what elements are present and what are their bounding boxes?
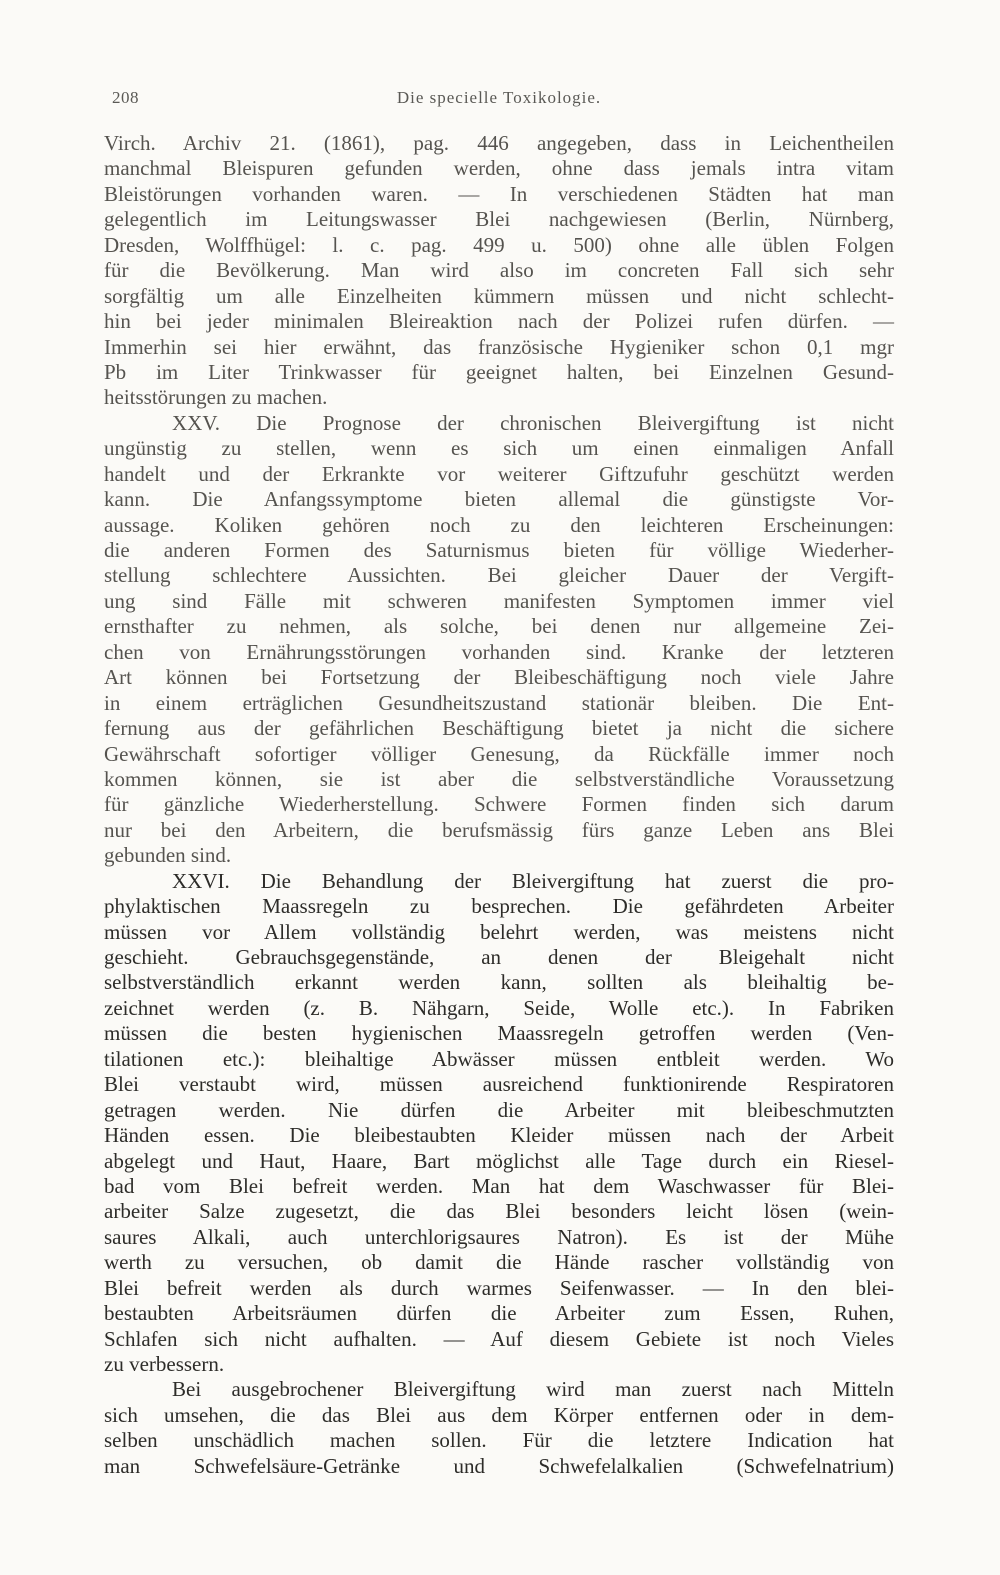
- paragraph-therapy: [104, 1377, 894, 1479]
- text-line: getragen werden. Nie dürfen die Arbeiter mit bleibeschmutzten: [104, 1097, 894, 1122]
- text-line: phylaktischen Maassregeln zu besprechen. Die gefährdeten Arbeiter: [104, 894, 894, 919]
- text-line: Virch. Archiv 21. (1861), pag. 446 angegeben, dass in Leichentheilen: [104, 131, 894, 155]
- text-line: sich umsehen, die das Blei aus dem Körper entfernen oder in dem-: [104, 1402, 894, 1427]
- text-line: aussage. Koliken gehören noch zu den leichteren Erscheinungen:: [104, 512, 894, 537]
- text-line: abgelegt und Haut, Haare, Bart möglichst alle Tage durch ein Riesel-: [104, 1148, 894, 1173]
- text-line: Pb im Liter Trinkwasser für geeignet halten, bei Einzelnen Gesund-: [104, 359, 894, 384]
- text-line: müssen die besten hygienischen Maassregeln getroffen werden (Ven-: [104, 1021, 894, 1046]
- text-line: Blei befreit werden als durch warmes Seifenwasser. — In den blei-: [104, 1275, 894, 1300]
- paragraph-continuation: [104, 131, 894, 411]
- text-line: ung sind Fälle mit schweren manifesten Symptomen immer viel: [104, 588, 894, 613]
- text-line: Art können bei Fortsetzung der Bleibeschäftigung noch viele Jahre: [104, 665, 894, 690]
- text-line: bad vom Blei befreit werden. Man hat dem Waschwasser für Blei-: [104, 1173, 894, 1198]
- paragraph-behandlung: [104, 869, 894, 1378]
- text-line: für die Bevölkerung. Man wird also im concreten Fall sich sehr: [104, 258, 894, 283]
- page-number: 208: [112, 88, 139, 107]
- text-line: chen von Ernährungsstörungen vorhanden sind. Kranke der letzteren: [104, 639, 894, 664]
- body-text: [104, 131, 894, 1479]
- text-line: werth zu versuchen, ob damit die Hände rascher vollständig von: [104, 1250, 894, 1275]
- text-line: geschieht. Gebrauchsgegenstände, an denen der Bleigehalt nicht: [104, 945, 894, 969]
- text-line: Dresden, Wolffhügel: l. c. pag. 499 u. 500) ohne alle üblen Folgen: [104, 232, 894, 257]
- text-line: manchmal Bleispuren gefunden werden, ohne dass jemals intra vitam: [104, 156, 894, 181]
- text-line: Händen essen. Die bleibestaubten Kleider müssen nach der Arbeit: [104, 1123, 894, 1148]
- text-line: ungünstig zu stellen, wenn es sich um einen einmaligen Anfall: [104, 436, 894, 461]
- text-line: tilationen etc.): bleihaltige Abwässer müssen entbleit werden. Wo: [104, 1046, 894, 1071]
- text-line: gelegentlich im Leitungswasser Blei nachgewiesen (Berlin, Nürnberg,: [104, 207, 894, 232]
- running-title: Die specielle Toxikologie.: [396, 88, 602, 107]
- text-line: man Schwefelsäure-Getränke und Schwefelalkalien (Schwefelnatrium): [104, 1453, 894, 1478]
- text-line: Bleistörungen vorhanden waren. — In verschiedenen Städten hat man: [104, 181, 894, 206]
- page-header: [108, 88, 890, 112]
- text-line: gebunden sind.: [104, 843, 232, 868]
- text-line: kommen können, sie ist aber die selbstverständliche Voraussetzung: [104, 766, 894, 791]
- text-line: sorgfältig um alle Einzelheiten kümmern müssen und nicht schlecht-: [104, 283, 894, 308]
- paragraph-prognose: [104, 411, 894, 869]
- text-line: zu verbessern.: [104, 1352, 225, 1376]
- text-line: kann. Die Anfangssymptome bieten allemal die günstigste Vor-: [104, 487, 894, 512]
- text-line: selbstverständlich erkannt werden kann, sollten als bleihaltig be-: [104, 970, 894, 995]
- text-line: selben unschädlich machen sollen. Für die letztere Indication hat: [104, 1428, 894, 1453]
- text-line: heitsstörungen zu machen.: [104, 385, 328, 410]
- text-line: XXVI. Die Behandlung der Bleivergiftung hat zuerst die pro-: [172, 868, 894, 893]
- text-line: Gewährschaft sofortiger völliger Genesung, da Rückfälle immer noch: [104, 741, 894, 766]
- text-line: müssen vor Allem vollständig belehrt werden, was meistens nicht: [104, 919, 894, 944]
- text-line: handelt und der Erkrankte vor weiterer Giftzufuhr geschützt werden: [104, 461, 894, 486]
- text-line: stellung schlechtere Aussichten. Bei gleicher Dauer der Vergift-: [104, 563, 894, 588]
- text-line: saures Alkali, auch unterchlorigsaures Natron). Es ist der Mühe: [104, 1224, 894, 1249]
- text-line: bestaubten Arbeitsräumen dürfen die Arbeiter zum Essen, Ruhen,: [104, 1301, 894, 1326]
- text-line: Blei verstaubt wird, müssen ausreichend funktionirende Respiratoren: [104, 1072, 894, 1097]
- text-line: in einem erträglichen Gesundheitszustand stationär bleiben. Die Ent-: [104, 690, 894, 715]
- text-line: ernsthafter zu nehmen, als solche, bei denen nur allgemeine Zei-: [104, 614, 894, 639]
- text-line: fernung aus der gefährlichen Beschäftigung bietet ja nicht die sichere: [104, 716, 894, 741]
- text-line: die anderen Formen des Saturnismus bieten für völlige Wiederher-: [104, 538, 894, 562]
- text-line: nur bei den Arbeitern, die berufsmässig fürs ganze Leben ans Blei: [104, 817, 894, 842]
- text-line: Immerhin sei hier erwähnt, das französische Hygieniker schon 0,1 mgr: [104, 334, 894, 359]
- text-line: hin bei jeder minimalen Bleireaktion nach der Polizei rufen dürfen. —: [104, 309, 894, 334]
- text-line: arbeiter Salze zugesetzt, die das Blei besonders leicht lösen (wein-: [104, 1199, 894, 1224]
- text-line: zeichnet werden (z. B. Nähgarn, Seide, Wolle etc.). In Fabriken: [104, 995, 894, 1020]
- text-line: Schlafen sich nicht aufhalten. — Auf diesem Gebiete ist noch Vieles: [104, 1326, 894, 1351]
- text-line: Bei ausgebrochener Bleivergiftung wird man zuerst nach Mitteln: [172, 1377, 894, 1402]
- text-line: XXV. Die Prognose der chronischen Bleivergiftung ist nicht: [172, 410, 894, 435]
- text-line: für gänzliche Wiederherstellung. Schwere Formen finden sich darum: [104, 792, 894, 817]
